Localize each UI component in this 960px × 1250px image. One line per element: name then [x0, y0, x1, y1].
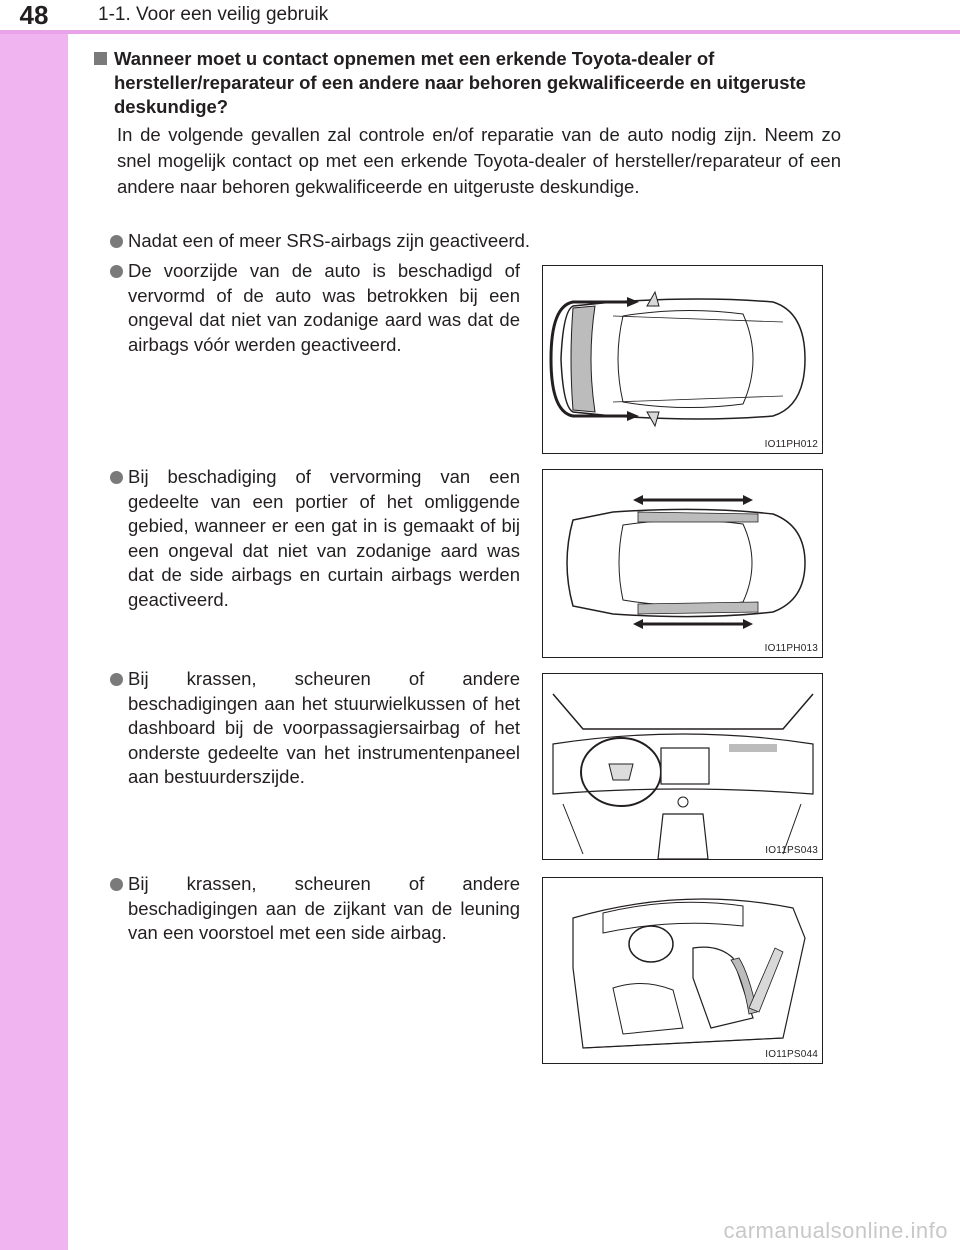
running-header: 1-1. Voor een veilig gebruik	[98, 4, 329, 25]
front-seat-illustration	[543, 878, 822, 1063]
list-item-text: Nadat een of meer SRS-airbags zijn geactiveerd.	[128, 230, 531, 251]
figure-front-damage	[542, 265, 823, 454]
bullet-dot-icon	[110, 265, 123, 278]
figure-front-seat	[542, 877, 823, 1064]
list-item-text: Bij beschadiging of vervorming van een gedeelte van een portier of het omliggende gebied, wanneer er een gat in is gemaakt of bij een ongeval dat niet van zodanige aard was dat de side airbags en curtain airbags werden geactiveerd.	[128, 466, 520, 610]
dashboard-illustration	[543, 674, 822, 859]
car-front-damage-illustration	[543, 266, 822, 453]
watermark: carmanualsonline.info	[723, 1218, 948, 1243]
figure-dashboard	[542, 673, 823, 860]
figure-code: IO11PH013	[764, 643, 818, 654]
list-item-text: De voorzijde van de auto is beschadigd of vervormd of de auto was betrokken bij een ongeval dat niet van zodanige aard was dat de airbags vóór werden geactiveerd.	[128, 260, 520, 355]
section-heading	[114, 47, 844, 119]
figure-code: IO11PS043	[765, 845, 818, 856]
bullet-dot-icon	[110, 878, 123, 891]
list-item-text: Bij krassen, scheuren of andere beschadigingen aan het stuurwielkussen of het dashboard bij de voorpassagiersairbag of het onderste gedeelte van het instrumentenpaneel aan bestuurderszijde.	[128, 668, 520, 787]
figure-code: IO11PS044	[765, 1049, 818, 1060]
bullet-dot-icon	[110, 235, 123, 248]
car-side-damage-illustration	[543, 470, 822, 657]
list-item	[128, 872, 520, 946]
intro-paragraph: In de volgende gevallen zal controle en/of reparatie van de auto nodig zijn. Neem zo snel mogelijk contact op met een erkende Toyota-dealer of hersteller/reparateur of een andere naar behoren gekwalificeerde en uitgeruste deskundige.	[117, 124, 841, 197]
bullet-dot-icon	[110, 673, 123, 686]
figure-code: IO11PH012	[764, 439, 818, 450]
bullet-dot-icon	[110, 471, 123, 484]
list-item	[128, 667, 520, 790]
list-item-text: Bij krassen, scheuren of andere beschadigingen aan de zijkant van de leuning van een voorstoel met een side airbag.	[128, 873, 520, 943]
figure-side-damage	[542, 469, 823, 658]
page-number: 48	[19, 0, 49, 30]
list-item	[128, 465, 520, 612]
list-item	[128, 229, 848, 254]
page-margin-band	[0, 0, 68, 1250]
section-heading-text: Wanneer moet u contact opnemen met een erkende Toyota-dealer of hersteller/reparateur of een andere naar behoren gekwalificeerde en uitgeruste deskundige?	[114, 48, 806, 117]
list-item	[128, 259, 520, 357]
header-rule	[0, 30, 960, 34]
square-bullet-icon	[94, 52, 107, 65]
